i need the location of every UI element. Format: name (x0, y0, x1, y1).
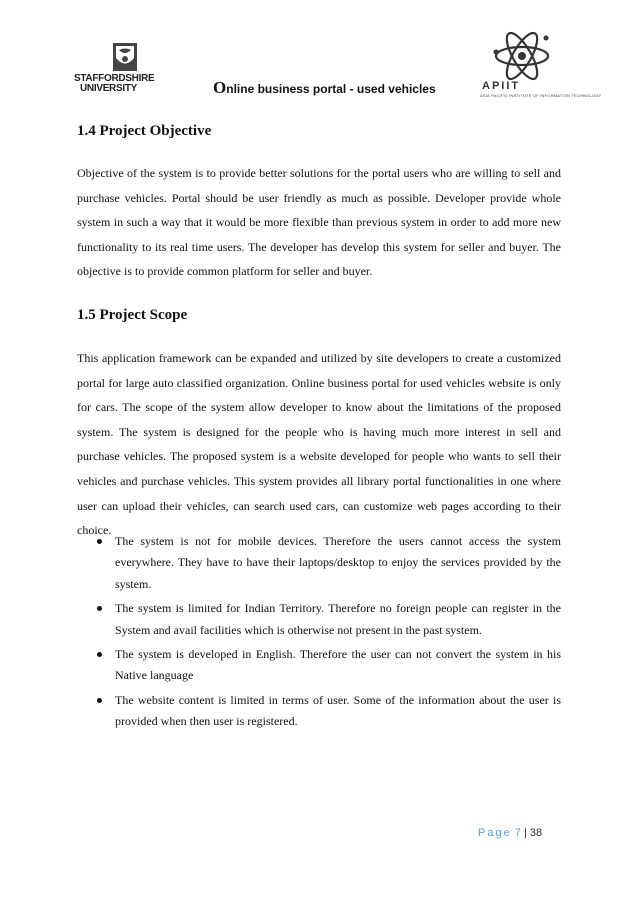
list-item-text: The website content is limited in terms of user. Some of the information about the user is provided when then user is registered. (115, 692, 561, 729)
list-item (77, 644, 561, 687)
page-number: 7 (514, 827, 521, 839)
bullet-icon (97, 698, 102, 703)
scope-paragraph: This application framework can be expanded and utilized by site developers to create a customized portal for large auto classified organization. Online business portal for used vehicles website is only for cars. The scope of the system allow developer to know about the limitations of the proposed system. The system is designed for the people who is having much more interest in sell and purchase vehicles. The proposed system is a website developed for people who wants to sell their vehicles and purchase vehicles. This system provides all library portal functionalities in one where user can upload their vehicles, can search used cars, can customize web pages according to their choice. (77, 351, 561, 538)
page-header (0, 0, 638, 110)
list-item-text: The system is limited for Indian Territory. Therefore no foreign people can register in the System and avail facilities which is otherwise not present in the past system. (115, 601, 561, 637)
running-header-title (213, 78, 436, 98)
list-item-text: The system is not for mobile devices. Therefore the users cannot access the system everywhere. They have to have their laptops/desktop to enjoy the services provided by the system. (115, 534, 561, 591)
apiit-wordmark: APIIT (482, 80, 521, 92)
scope-limitations-list (77, 531, 561, 736)
bullet-icon (97, 606, 102, 611)
page-label: Page (478, 827, 512, 839)
page-footer (478, 827, 542, 839)
bullet-icon (97, 652, 102, 657)
atom-emblem-icon (476, 30, 568, 82)
section-heading-scope: 1.5 Project Scope (77, 307, 188, 323)
page-separator: | (523, 827, 527, 839)
apiit-tagline: ASIA PACIFIC INSTITUTE OF INFORMATION TECHNOLOGY (480, 93, 602, 98)
university-name-line2: UNIVERSITY (80, 83, 138, 94)
section-heading-objective: 1.4 Project Objective (77, 123, 212, 139)
staffordshire-university-logo (74, 42, 174, 98)
list-item (77, 690, 561, 733)
header-title-initial: O (213, 78, 227, 97)
header-title-rest: nline business portal - used vehicles (226, 82, 436, 96)
list-item (77, 598, 561, 641)
bullet-icon (97, 539, 102, 544)
apiit-logo (476, 30, 602, 106)
objective-paragraph: Objective of the system is to provide better solutions for the portal users who are willing to sell and purchase vehicles. Portal should be user friendly as much as possible. Developer provide whole system in such a way that it would be more flexible than previous system in order to add more new functionality to its real time users. The developer has develop this system for seller and buyer. The objective is to provide common platform for seller and buyer. (77, 166, 561, 279)
list-item (77, 531, 561, 595)
list-item-text: The system is developed in English. Therefore the user can not convert the system in his Native language (115, 647, 561, 683)
university-crest-icon (112, 42, 138, 72)
university-name-line1: STAFFORDSHIRE (74, 73, 155, 84)
total-pages: 38 (529, 827, 543, 839)
